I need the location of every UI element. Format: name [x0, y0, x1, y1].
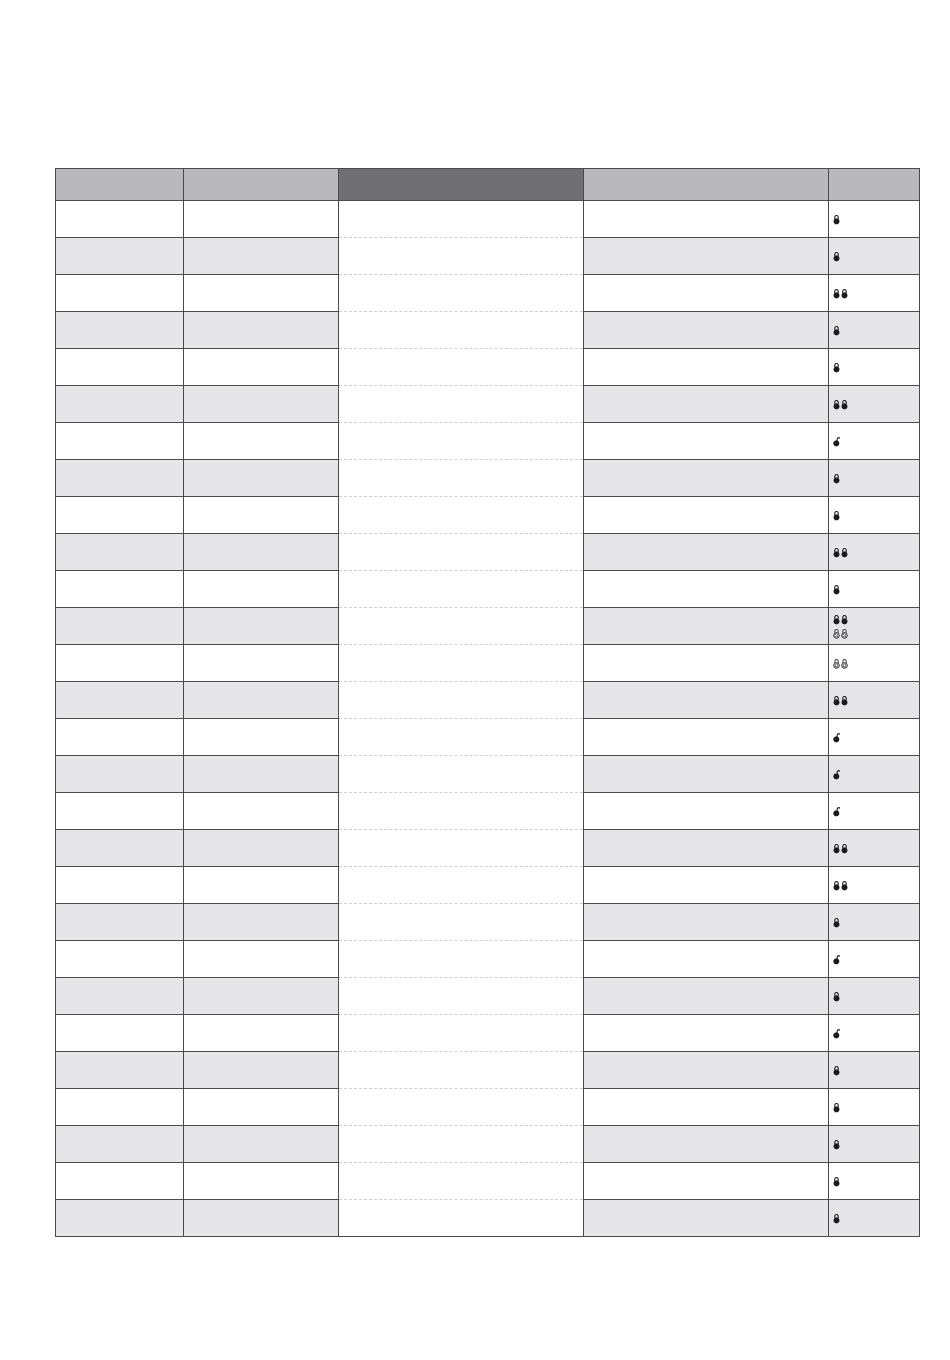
table-row	[56, 571, 920, 608]
cell-icons	[829, 682, 920, 719]
header-row	[56, 169, 920, 201]
lock-closed-icon	[833, 991, 840, 1002]
lock-closed-icon	[833, 614, 840, 625]
table-row	[56, 608, 920, 645]
cell-col-4	[584, 793, 829, 830]
icon-line	[833, 1176, 840, 1187]
cell-col-4	[584, 830, 829, 867]
cell-col-4	[584, 608, 829, 645]
security-level-icons	[833, 880, 848, 891]
cell-col-3	[339, 904, 584, 941]
cell-icons	[829, 645, 920, 682]
cell-icons	[829, 201, 920, 238]
cell-col-1	[56, 1015, 184, 1052]
lock-closed-icon	[833, 1139, 840, 1150]
table-row	[56, 1052, 920, 1089]
table-row	[56, 349, 920, 386]
icon-line	[833, 399, 848, 410]
icon-line	[833, 614, 849, 625]
icon-line	[833, 732, 840, 743]
cell-icons	[829, 941, 920, 978]
cell-col-1	[56, 830, 184, 867]
cell-col-3	[339, 423, 584, 460]
lock-open-icon	[833, 732, 840, 743]
cell-icons	[829, 386, 920, 423]
security-level-icons	[833, 991, 840, 1002]
security-level-icons	[833, 917, 840, 928]
cell-col-1	[56, 941, 184, 978]
cell-col-4	[584, 1089, 829, 1126]
icon-line	[833, 917, 840, 928]
icon-line	[833, 1213, 840, 1224]
icon-line	[833, 880, 848, 891]
cell-col-3	[339, 719, 584, 756]
cell-col-4	[584, 386, 829, 423]
cell-col-3	[339, 349, 584, 386]
table-row	[56, 719, 920, 756]
lock-closed-icon	[833, 547, 840, 558]
cell-col-1	[56, 793, 184, 830]
cell-col-2	[184, 571, 339, 608]
cell-col-3	[339, 1200, 584, 1237]
cell-col-3	[339, 645, 584, 682]
cell-col-1	[56, 978, 184, 1015]
cell-icons	[829, 460, 920, 497]
cell-col-2	[184, 608, 339, 645]
cell-col-4	[584, 1015, 829, 1052]
lock-outline-double-icon	[833, 658, 849, 669]
cell-col-4	[584, 201, 829, 238]
cell-col-2	[184, 423, 339, 460]
cell-col-3	[339, 756, 584, 793]
column-header-4	[584, 169, 829, 201]
cell-col-3	[339, 238, 584, 275]
lock-closed-icon	[833, 880, 840, 891]
cell-col-2	[184, 312, 339, 349]
security-level-icons	[833, 1102, 840, 1113]
lock-closed-icon	[841, 399, 848, 410]
cell-col-1	[56, 1126, 184, 1163]
security-level-icons	[833, 1176, 840, 1187]
table-row	[56, 1015, 920, 1052]
lock-closed-icon	[833, 362, 840, 373]
security-level-icons	[833, 1139, 840, 1150]
cell-col-4	[584, 534, 829, 571]
security-table	[55, 168, 920, 1237]
table-row	[56, 386, 920, 423]
lock-closed-icon	[833, 510, 840, 521]
cell-col-2	[184, 1200, 339, 1237]
table-header	[56, 169, 920, 201]
cell-col-1	[56, 275, 184, 312]
icon-line	[833, 473, 840, 484]
table-row	[56, 460, 920, 497]
cell-col-1	[56, 645, 184, 682]
cell-col-1	[56, 238, 184, 275]
lock-closed-icon	[841, 614, 848, 625]
cell-col-1	[56, 1200, 184, 1237]
cell-col-2	[184, 1052, 339, 1089]
security-table-container	[55, 168, 919, 1237]
cell-icons	[829, 497, 920, 534]
cell-col-2	[184, 1015, 339, 1052]
cell-col-3	[339, 793, 584, 830]
icon-line	[833, 214, 840, 225]
cell-col-3	[339, 460, 584, 497]
cell-icons	[829, 1200, 920, 1237]
cell-col-4	[584, 423, 829, 460]
security-level-icons	[833, 1065, 840, 1076]
cell-icons	[829, 830, 920, 867]
security-level-icons	[833, 614, 849, 639]
cell-col-1	[56, 349, 184, 386]
cell-col-2	[184, 534, 339, 571]
cell-col-3	[339, 534, 584, 571]
lock-outline-double-icon	[833, 628, 849, 639]
lock-closed-icon	[841, 880, 848, 891]
table-row	[56, 941, 920, 978]
cell-col-4	[584, 867, 829, 904]
icon-line	[833, 325, 840, 336]
cell-col-4	[584, 238, 829, 275]
cell-col-3	[339, 1015, 584, 1052]
lock-closed-icon	[833, 214, 840, 225]
table-row	[56, 867, 920, 904]
cell-col-3	[339, 497, 584, 534]
cell-col-1	[56, 571, 184, 608]
cell-col-1	[56, 497, 184, 534]
cell-col-4	[584, 1200, 829, 1237]
lock-closed-icon	[841, 288, 848, 299]
cell-icons	[829, 1089, 920, 1126]
cell-col-3	[339, 978, 584, 1015]
icon-line	[833, 436, 840, 447]
icon-line	[833, 806, 840, 817]
cell-col-2	[184, 645, 339, 682]
cell-col-2	[184, 904, 339, 941]
cell-col-4	[584, 719, 829, 756]
table-row	[56, 645, 920, 682]
cell-col-2	[184, 238, 339, 275]
cell-col-3	[339, 275, 584, 312]
icon-line	[833, 251, 840, 262]
security-level-icons	[833, 769, 840, 780]
cell-col-1	[56, 867, 184, 904]
icon-line	[833, 954, 840, 965]
icon-line	[833, 658, 849, 669]
security-level-icons	[833, 1028, 840, 1039]
cell-col-3	[339, 830, 584, 867]
security-level-icons	[833, 954, 840, 965]
icon-line	[833, 843, 848, 854]
cell-icons	[829, 1163, 920, 1200]
lock-closed-icon	[833, 1176, 840, 1187]
icon-line	[833, 1139, 840, 1150]
cell-col-2	[184, 386, 339, 423]
lock-open-icon	[833, 954, 840, 965]
table-row	[56, 1163, 920, 1200]
lock-closed-icon	[833, 251, 840, 262]
icon-line	[833, 769, 840, 780]
cell-icons	[829, 1126, 920, 1163]
security-level-icons	[833, 214, 840, 225]
table-row	[56, 904, 920, 941]
cell-col-4	[584, 312, 829, 349]
table-row	[56, 682, 920, 719]
cell-col-3	[339, 1052, 584, 1089]
cell-col-4	[584, 978, 829, 1015]
column-header-1	[56, 169, 184, 201]
lock-closed-icon	[833, 1065, 840, 1076]
table-row	[56, 312, 920, 349]
lock-open-icon	[833, 1028, 840, 1039]
security-level-icons	[833, 362, 840, 373]
security-level-icons	[833, 547, 848, 558]
cell-col-1	[56, 1052, 184, 1089]
lock-closed-icon	[833, 584, 840, 595]
cell-col-4	[584, 1163, 829, 1200]
table-row	[56, 756, 920, 793]
table-row	[56, 275, 920, 312]
icon-line	[833, 584, 840, 595]
lock-closed-icon	[841, 547, 848, 558]
cell-col-4	[584, 682, 829, 719]
cell-icons	[829, 275, 920, 312]
cell-col-2	[184, 719, 339, 756]
cell-col-2	[184, 275, 339, 312]
cell-col-2	[184, 978, 339, 1015]
cell-col-2	[184, 793, 339, 830]
cell-col-3	[339, 1126, 584, 1163]
cell-col-1	[56, 386, 184, 423]
cell-icons	[829, 904, 920, 941]
table-row	[56, 534, 920, 571]
cell-icons	[829, 867, 920, 904]
icon-line	[833, 288, 848, 299]
cell-icons	[829, 978, 920, 1015]
security-level-icons	[833, 473, 840, 484]
cell-col-2	[184, 201, 339, 238]
cell-col-2	[184, 1126, 339, 1163]
cell-icons	[829, 1052, 920, 1089]
cell-col-1	[56, 904, 184, 941]
cell-col-2	[184, 756, 339, 793]
cell-col-1	[56, 756, 184, 793]
cell-col-4	[584, 460, 829, 497]
security-level-icons	[833, 695, 848, 706]
lock-closed-icon	[833, 1213, 840, 1224]
cell-col-3	[339, 682, 584, 719]
cell-col-3	[339, 312, 584, 349]
cell-col-2	[184, 497, 339, 534]
cell-icons	[829, 793, 920, 830]
icon-line	[833, 628, 849, 639]
cell-col-4	[584, 645, 829, 682]
cell-col-1	[56, 201, 184, 238]
cell-col-1	[56, 682, 184, 719]
security-level-icons	[833, 843, 848, 854]
lock-closed-icon	[833, 288, 840, 299]
lock-closed-icon	[833, 843, 840, 854]
cell-col-2	[184, 682, 339, 719]
cell-col-4	[584, 275, 829, 312]
cell-col-3	[339, 571, 584, 608]
icon-line	[833, 1028, 840, 1039]
cell-col-4	[584, 349, 829, 386]
cell-col-1	[56, 312, 184, 349]
cell-icons	[829, 312, 920, 349]
security-level-icons	[833, 325, 840, 336]
cell-col-1	[56, 460, 184, 497]
cell-col-3	[339, 608, 584, 645]
security-level-icons	[833, 732, 840, 743]
icon-line	[833, 510, 840, 521]
icon-line	[833, 1065, 840, 1076]
cell-col-1	[56, 1163, 184, 1200]
cell-col-2	[184, 867, 339, 904]
cell-icons	[829, 534, 920, 571]
table-row	[56, 1126, 920, 1163]
cell-icons	[829, 756, 920, 793]
cell-icons	[829, 571, 920, 608]
cell-col-4	[584, 904, 829, 941]
cell-icons	[829, 1015, 920, 1052]
icon-line	[833, 362, 840, 373]
security-level-icons	[833, 1213, 840, 1224]
table-row	[56, 238, 920, 275]
lock-closed-icon	[833, 473, 840, 484]
table-row	[56, 497, 920, 534]
cell-col-4	[584, 571, 829, 608]
column-header-5	[829, 169, 920, 201]
table-row	[56, 423, 920, 460]
security-level-icons	[833, 399, 848, 410]
icon-line	[833, 695, 848, 706]
security-level-icons	[833, 584, 840, 595]
lock-closed-icon	[833, 917, 840, 928]
cell-col-3	[339, 1089, 584, 1126]
table-row	[56, 978, 920, 1015]
lock-closed-icon	[833, 1102, 840, 1113]
cell-col-2	[184, 941, 339, 978]
icon-line	[833, 547, 848, 558]
cell-col-4	[584, 1126, 829, 1163]
column-header-2	[184, 169, 339, 201]
cell-col-1	[56, 423, 184, 460]
table-row	[56, 830, 920, 867]
column-header-3-highlighted	[339, 169, 584, 201]
cell-col-1	[56, 1089, 184, 1126]
lock-open-icon	[833, 769, 840, 780]
table-row	[56, 1089, 920, 1126]
cell-icons	[829, 349, 920, 386]
cell-col-3	[339, 867, 584, 904]
security-level-icons	[833, 436, 840, 447]
cell-col-2	[184, 1163, 339, 1200]
cell-col-4	[584, 497, 829, 534]
cell-col-3	[339, 1163, 584, 1200]
cell-col-1	[56, 719, 184, 756]
security-level-icons	[833, 288, 848, 299]
icon-line	[833, 991, 840, 1002]
cell-col-2	[184, 349, 339, 386]
cell-col-4	[584, 756, 829, 793]
cell-col-3	[339, 941, 584, 978]
cell-icons	[829, 423, 920, 460]
lock-closed-icon	[833, 399, 840, 410]
security-level-icons	[833, 251, 840, 262]
cell-col-2	[184, 830, 339, 867]
lock-open-icon	[833, 806, 840, 817]
cell-col-1	[56, 608, 184, 645]
lock-closed-icon	[833, 325, 840, 336]
lock-closed-icon	[833, 695, 840, 706]
lock-closed-icon	[841, 843, 848, 854]
security-level-icons	[833, 806, 840, 817]
cell-icons	[829, 719, 920, 756]
cell-col-3	[339, 386, 584, 423]
cell-col-3	[339, 201, 584, 238]
security-level-icons	[833, 510, 840, 521]
cell-col-2	[184, 460, 339, 497]
cell-col-4	[584, 1052, 829, 1089]
lock-closed-icon	[841, 695, 848, 706]
cell-icons	[829, 608, 920, 645]
cell-col-1	[56, 534, 184, 571]
table-body	[56, 201, 920, 1237]
cell-col-2	[184, 1089, 339, 1126]
table-row	[56, 793, 920, 830]
security-level-icons	[833, 658, 849, 669]
table-row	[56, 1200, 920, 1237]
icon-line	[833, 1102, 840, 1113]
table-row	[56, 201, 920, 238]
cell-icons	[829, 238, 920, 275]
cell-col-4	[584, 941, 829, 978]
lock-open-icon	[833, 436, 840, 447]
